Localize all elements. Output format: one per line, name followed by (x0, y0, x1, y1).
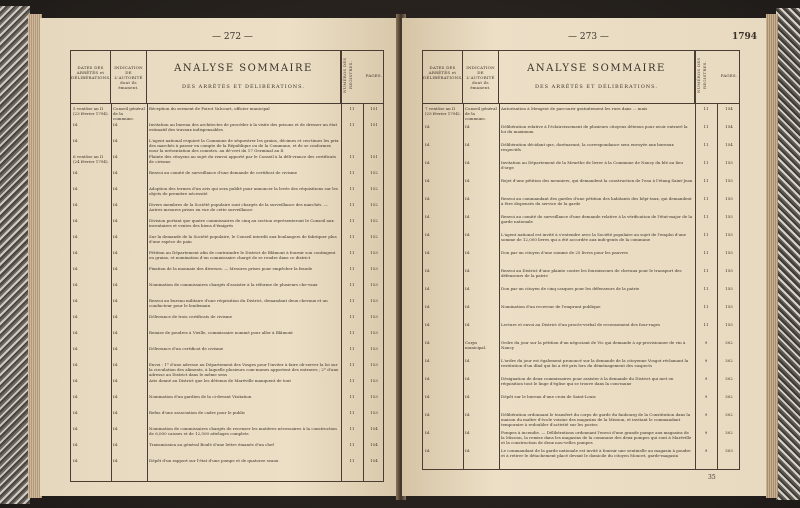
row-page-number: 154 (370, 426, 378, 431)
right-register-table (422, 50, 740, 470)
header-subtitle: DES ARRÊTÉS ET DÉLIBÉRATIONS. (534, 84, 659, 90)
row-authority: Id. (113, 458, 119, 463)
row-register-number: 9 (704, 430, 708, 435)
row-page-number: 153 (370, 282, 378, 287)
row-summary: Délivrance de trois certificats de civisme (149, 314, 232, 319)
row-page-number: 152 (370, 234, 378, 239)
table-row (423, 142, 739, 160)
row-authority: Id. (113, 266, 119, 271)
row-page-number: 152 (370, 186, 378, 191)
row-date: Id. (73, 330, 79, 335)
row-date: Id. (425, 286, 431, 291)
row-register-number: 11 (349, 154, 355, 159)
left-marbled-cover (0, 6, 30, 504)
right-table-header (423, 51, 739, 104)
row-date: Id. (73, 202, 79, 207)
row-authority: Id. (465, 178, 471, 183)
row-authority: Id. (465, 394, 471, 399)
row-summary: Sur la demande de la Société populaire, le Conseil interdit aux boulangers de fabriquer plus d'une espèce de pain (149, 234, 337, 244)
row-summary: Transmission au général Boulé d'une lettre émanée d'un chef (149, 442, 274, 447)
row-page-number: 153 (370, 394, 378, 399)
row-page-number: 153 (370, 330, 378, 335)
header-pages: PAGES. (365, 73, 383, 78)
row-date: Id. (73, 426, 79, 431)
row-date: Id. (73, 266, 79, 271)
row-page-number: 302 (725, 394, 733, 399)
row-summary: Autorisation à Mengeot de parcourir gratuitement les rues dans ... mais (501, 106, 648, 111)
row-register-number: 11 (703, 286, 709, 291)
row-summary: Délibération décidant que, dorénavant, la correspondance sera envoyée aux bureaux respectifs (501, 142, 674, 152)
table-row (423, 430, 739, 448)
row-summary: Divers membres de la Société populaire sont chargés de la surveillance des marchés. — Autres mesures prises en vue de cette surveillance (149, 202, 328, 212)
row-register-number: 11 (703, 214, 709, 219)
row-date: Id. (425, 178, 431, 183)
table-row (423, 196, 739, 214)
row-summary: Renvoi au commandant des gardes d'une pétition des habitants des hôpi-taux, qui demandent à être dispensés du service de la garde (501, 196, 692, 206)
table-row (71, 410, 383, 426)
row-page-number: 155 (725, 286, 733, 291)
row-page-number: 303 (725, 448, 733, 453)
row-authority: Id. (113, 234, 119, 239)
row-summary: Délibération relative à l'éclaircissement de plusieurs citoyens détenus pour avoir entravé la loi du maximum (501, 124, 688, 134)
row-date: 6 ventôse an II (24 février 1794). (73, 154, 109, 164)
row-page-number: 153 (370, 266, 378, 271)
row-date: Id. (73, 346, 79, 351)
row-register-number: 11 (349, 186, 355, 191)
row-register-number: 11 (349, 458, 355, 463)
row-page-number: 153 (370, 378, 378, 383)
row-register-number: 11 (349, 122, 355, 127)
row-page-number: 152 (370, 202, 378, 207)
row-register-number: 11 (349, 234, 355, 239)
row-authority: Id. (113, 298, 119, 303)
row-summary: Renvoi au comité de surveillance d'une demande relative à la vérification de l'état-major de la garde nationale (501, 214, 693, 224)
row-summary: L'agent national est invité à s'entendre avec la Société populaire au sujet de l'emploi d'une somme de 12,000 livres qui a été accordée aux indi-gents de la commune (501, 232, 687, 242)
row-register-number: 11 (703, 322, 709, 327)
row-date: Id. (73, 394, 79, 399)
row-date: Id. (73, 250, 79, 255)
row-page-number: 153 (370, 250, 378, 255)
table-row (71, 458, 383, 474)
table-row (423, 178, 739, 196)
table-row (423, 106, 739, 124)
header-analysis (147, 51, 341, 103)
row-summary: Renvoi au bureau militaire d'une réquisition du District, demandant deux chevaux et un conducteur pour le lendemain (149, 298, 328, 308)
header-registers: NUMÉROS DES REGISTRES. (695, 51, 717, 103)
row-authority: Id. (465, 430, 471, 435)
row-page-number: 302 (725, 412, 733, 417)
row-summary: Avis donné au District que les détenus de Maréville manquent de tout (149, 378, 291, 383)
row-page-number: 155 (725, 214, 733, 219)
row-register-number: 11 (703, 304, 709, 309)
row-authority: Id. (465, 412, 471, 417)
left-register-table (70, 50, 384, 482)
table-row (71, 442, 383, 458)
table-row (71, 250, 383, 266)
row-register-number: 11 (349, 266, 355, 271)
row-page-number: 152 (370, 170, 378, 175)
row-register-number: 11 (349, 298, 355, 303)
row-register-number: 11 (349, 426, 355, 431)
row-date: Id. (425, 232, 431, 237)
row-summary: Pétition au Département afin de contraindre le District de Blâmont à fournir son contingent en grains, et nomination d'un commissaire chargé de se rendre dans ce district (149, 250, 336, 260)
row-date: Id. (73, 298, 79, 303)
row-register-number: 11 (349, 410, 355, 415)
row-page-number: 155 (725, 160, 733, 165)
row-page-number: 155 (725, 250, 733, 255)
row-date: Id. (73, 186, 79, 191)
row-authority: Id. (113, 250, 119, 255)
row-register-number: 11 (349, 170, 355, 175)
row-authority: Id. (113, 346, 119, 351)
row-date: Id. (73, 122, 79, 127)
row-page-number: 153 (370, 298, 378, 303)
header-authority: INDICATION DE L'AUTORITÉ dont ils émanent. (111, 51, 147, 103)
row-register-number: 11 (349, 250, 355, 255)
row-authority: Id. (113, 442, 119, 447)
table-row (71, 426, 383, 442)
row-summary: Renvoi au comité de surveillance d'une demande de certificat de civisme (149, 170, 297, 175)
row-summary: Dépôt d'un rapport sur l'état d'une pompe et de quatorze seaux (149, 458, 279, 463)
header-title: ANALYSE SOMMAIRE (527, 63, 666, 74)
table-row (71, 186, 383, 202)
row-register-number: 11 (349, 106, 355, 111)
row-summary: Nomination d'un gardien de la ci-devant Visitation (149, 394, 252, 399)
table-row (423, 160, 739, 178)
row-date: Id. (425, 322, 431, 327)
row-register-number: 11 (349, 314, 355, 319)
table-row (71, 138, 383, 154)
right-page-edges (766, 14, 778, 498)
row-authority: Id. (113, 426, 119, 431)
table-row (423, 232, 739, 250)
row-date: Id. (73, 234, 79, 239)
table-row (71, 170, 383, 186)
row-summary: Invitation au bureau des architectes de procéder à la visite des prisons et de dresser un état estimatif des travaux indispensables (149, 122, 338, 132)
table-row (71, 202, 383, 218)
table-row (423, 394, 739, 412)
row-summary: Pompes à incendie. — Délibérations ordonnant l'envoi d'une grande pompe aux magasins de la Mission, la remise dans les magasins de la commune des deux pompes qui sont à Maréville et la construction de deux nou-velles pompes (501, 430, 692, 445)
row-authority: Id. (113, 282, 119, 287)
row-page-number: 155 (725, 178, 733, 183)
row-register-number: 11 (349, 346, 355, 351)
row-page-number: 155 (725, 268, 733, 273)
table-row (423, 124, 739, 142)
row-date: Id. (425, 448, 431, 453)
row-date: Id. (73, 442, 79, 447)
row-register-number: 9 (704, 448, 708, 453)
left-page-number: — 272 — (212, 32, 253, 42)
row-summary: L'agent national requiert la Commune de séquestrer les grains, décimes et cen-times les prix des marchés à passer en compte de la République ou de la Commune, et de se conformer, pour la présentation des comptes, au dé-cret du 17 Germinal an II (149, 138, 339, 152)
row-summary: Délivrance d'un certificat de civisme (149, 346, 224, 351)
row-authority: Id. (113, 330, 119, 335)
table-row (423, 286, 739, 304)
row-register-number: 11 (703, 124, 709, 129)
row-authority: Id. (113, 122, 119, 127)
row-date: Id. (425, 214, 431, 219)
row-summary: Renvoi au District d'une plainte contre les fournisseurs de chevaux pour le transport des défenseurs de la patrie (501, 268, 682, 278)
row-summary: Lecture et envoi au District d'un procès-verbal de recensement des four-rages (501, 322, 661, 327)
row-page-number: 155 (725, 304, 733, 309)
row-page-number: 153 (370, 362, 378, 367)
table-row (423, 376, 739, 394)
row-summary: Désignation de deux commissaires pour assister à la demande du District qui met en réquisition tout le linge d'église qui se trouve dans la com-mune (501, 376, 674, 386)
row-page-number: 154 (725, 106, 733, 111)
row-date: Id. (73, 170, 79, 175)
row-authority: Id. (465, 214, 471, 219)
row-authority: Id. (113, 186, 119, 191)
row-authority: Id. (113, 314, 119, 319)
row-register-number: 11 (349, 282, 355, 287)
row-page-number: 155 (725, 322, 733, 327)
table-row (423, 250, 739, 268)
row-summary: Nomination d'un receveur de l'emprunt publique (501, 304, 601, 309)
row-page-number: 153 (370, 346, 378, 351)
table-row (423, 322, 739, 340)
row-date: 5 ventôse an II (23 février 1794). (73, 106, 109, 116)
row-summary: Invitation au Département de la Meurthe de livrer à la Commune de Nancy du blé au lieu d'orge (501, 160, 683, 170)
row-authority: Id. (113, 410, 119, 415)
row-authority: Id. (113, 378, 119, 383)
row-date: Id. (425, 304, 431, 309)
row-summary: Don par un citoyen de cinq casques pour les défenseurs de la patrie (501, 286, 640, 291)
table-row (71, 394, 383, 410)
table-row (423, 340, 739, 358)
row-register-number: 9 (704, 340, 708, 345)
row-page-number: 155 (725, 196, 733, 201)
row-authority: Id. (465, 196, 471, 201)
row-authority: Conseil général de la commune. (465, 106, 497, 121)
row-summary: Nomination de commissaires chargés d'assister à la réforme de plusieurs che-vaux (149, 282, 318, 287)
row-authority: Id. (465, 358, 471, 363)
row-summary: L'ordre du jour est également prononcé sur la demande de la citoyenne Vosgot réclamant la restitution d'un dînd qui lui a été pris lors du déménagement des suspects (501, 358, 689, 368)
table-row (423, 412, 739, 430)
table-row (71, 298, 383, 314)
table-row (71, 106, 383, 122)
row-register-number: 11 (703, 178, 709, 183)
row-date: Id. (425, 358, 431, 363)
header-authority: INDICATION DE L'AUTORITÉ dont ils émanent. (463, 51, 499, 103)
row-register-number: 11 (349, 202, 355, 207)
right-page-year: 1794 (732, 32, 758, 42)
row-register-number: 11 (349, 330, 355, 335)
row-summary: Délibération ordonnant le transfert du corps de garde du faubourg de la Constitution dans la maison du maître d'école voisine des magasins de la Mission, et invitant le commandant temporaire à redoubler d'activité sur les postes (501, 412, 691, 427)
row-authority: Corps municipal. (465, 340, 487, 350)
row-register-number: 11 (703, 142, 709, 147)
table-row (423, 358, 739, 376)
header-title: ANALYSE SOMMAIRE (174, 63, 313, 74)
row-authority: Id. (465, 286, 471, 291)
table-row (71, 314, 383, 330)
row-register-number (343, 138, 361, 152)
header-dates: DATES DES ARRÊTÉS et DÉLIBÉRATIONS. (423, 51, 463, 103)
row-date: Id. (425, 340, 431, 345)
table-row (71, 234, 383, 250)
row-page-number: 154 (370, 458, 378, 463)
row-summary: Le commandant de la garde nationale est invité à fournir une sentinelle au magasin à poudre et à retirer le détachement placé devant le domicile du citoyen Moncet, garde-magasin (501, 448, 691, 458)
row-authority: Id. (465, 268, 471, 273)
row-authority: Id. (465, 376, 471, 381)
row-date: Id. (73, 378, 79, 383)
row-date: Id. (425, 124, 431, 129)
row-page-number (365, 138, 383, 152)
table-row (423, 268, 739, 286)
row-date: Id. (425, 376, 431, 381)
row-summary: Rejet d'une pétition des meuniers, qui demandent la construction de l'eau à l'étang Saint-Jean (501, 178, 693, 183)
row-register-number: 11 (703, 196, 709, 201)
row-register-number: 11 (349, 442, 355, 447)
table-row (71, 346, 383, 362)
row-page-number: 155 (725, 232, 733, 237)
row-summary: Plainte des citoyens au sujet du renvoi apporté par le Conseil à la déli-vrance des certificats de civisme (149, 154, 337, 164)
row-register-number: 11 (349, 218, 355, 223)
row-authority: Id. (465, 322, 471, 327)
row-register-number: 11 (703, 160, 709, 165)
row-summary: Refus d'une association de cadre pour le public (149, 410, 246, 415)
table-row (71, 218, 383, 234)
row-authority: Id. (113, 154, 119, 159)
header-analysis (499, 51, 695, 103)
row-date: Id. (73, 282, 79, 287)
row-authority: Id. (465, 250, 471, 255)
table-row (71, 362, 383, 378)
row-page-number: 154 (725, 124, 733, 129)
row-date: Id. (73, 218, 79, 223)
row-register-number: 9 (704, 412, 708, 417)
row-date: Id. (425, 142, 431, 147)
row-authority: Id. (113, 170, 119, 175)
row-register-number: 11 (703, 232, 709, 237)
row-register-number: 11 (349, 394, 355, 399)
row-date: Id. (425, 412, 431, 417)
table-row (71, 122, 383, 138)
row-date: 7 ventôse an II (25 février 1794). (425, 106, 461, 116)
table-row (71, 330, 383, 346)
row-authority: Id. (113, 138, 119, 143)
left-table-header (71, 51, 383, 104)
row-date: Id. (425, 268, 431, 273)
row-date: Id. (425, 196, 431, 201)
row-date: Id. (73, 362, 79, 367)
row-register-number: 9 (704, 376, 708, 381)
table-row (423, 304, 739, 322)
row-page-number: 153 (370, 410, 378, 415)
row-authority: Id. (113, 202, 119, 207)
row-authority: Id. (465, 142, 471, 147)
row-summary: Remise de poudres à Vieille, commissaire nommé pour aller à Blâmont (149, 330, 293, 335)
row-page-number: 302 (725, 358, 733, 363)
row-summary: Dépôt sur le bureau d'une croix de Saint-Louis (501, 394, 596, 399)
row-register-number: 11 (703, 250, 709, 255)
row-page-number: 153 (370, 314, 378, 319)
row-summary: Nomination de commissaires chargés de recenser les matières nécessaires à la construction de 6,000 caisses et de 12,500 attelages complets (149, 426, 337, 436)
row-authority: Id. (113, 362, 119, 367)
row-page-number: 154 (725, 142, 733, 147)
row-summary: Adoption des termes d'un avis qui sera publié pour annoncer la levée des réquisitions sur les objets de première nécessité (149, 186, 338, 196)
row-page-number: 154 (370, 442, 378, 447)
row-page-number: 302 (725, 376, 733, 381)
row-date: Id. (425, 394, 431, 399)
row-page-number: 302 (725, 340, 733, 345)
row-authority: Id. (465, 160, 471, 165)
left-page (40, 18, 398, 496)
row-summary: Division portant que quatre commissaires de cinq au section représenteront le Conseil aux inventaires et ventes des biens d'émigrés (149, 218, 334, 228)
row-authority: Id. (113, 394, 119, 399)
row-page-number: 151 (370, 154, 378, 159)
row-authority: Conseil général de la commune. (113, 106, 145, 120)
row-authority: Id. (465, 448, 471, 453)
row-summary: Don par un citoyen d'une somme de 25 livres pour les pauvres (501, 250, 628, 255)
header-registers: NUMÉROS DES REGISTRES. (341, 51, 363, 103)
row-summary: Réception du serment de Poirot Valcourt, officier municipal (149, 106, 270, 111)
row-date: Id. (73, 314, 79, 319)
row-date: Id. (73, 458, 79, 463)
row-authority: Id. (113, 218, 119, 223)
row-summary: Fixation de la monnaie des diverses. — Mesures prises pour empêcher la fraude (149, 266, 313, 271)
row-authority: Id. (465, 124, 471, 129)
row-register-number: 9 (704, 394, 708, 399)
right-page (402, 18, 766, 496)
row-page-number: 152 (370, 218, 378, 223)
table-row (423, 448, 739, 466)
signature-mark: 35 (708, 474, 716, 481)
table-row (71, 378, 383, 394)
table-row (71, 154, 383, 170)
row-register-number: 11 (703, 106, 709, 111)
row-date: Id. (73, 138, 79, 143)
row-summary: Envoi : 1° d'une adresse au Département des Vosges pour l'inviter à faire ob-server la loi sur la circulation des aliments, à laquelle plusieurs com-munes apportent des entraves ; 2° d'une adresse au District dans le même sens (149, 362, 339, 376)
row-register-number: 11 (703, 268, 709, 273)
row-date: Id. (425, 430, 431, 435)
header-dates: DATES DES ARRÊTÉS et DÉLIBÉRATIONS. (71, 51, 111, 103)
row-page-number: 302 (725, 430, 733, 435)
row-page-number: 151 (370, 122, 378, 127)
right-marbled-cover (776, 8, 800, 500)
row-summary: Ordre du jour sur la pétition d'un négociant de Vic qui demande à ap-provisionner de vin à Nancy (501, 340, 686, 350)
row-register-number: 11 (349, 378, 355, 383)
row-register-number: 9 (704, 358, 708, 363)
row-date: Id. (425, 250, 431, 255)
row-authority: Id. (465, 232, 471, 237)
row-date: Id. (425, 160, 431, 165)
header-pages: PAGES. (720, 73, 738, 78)
row-authority: Id. (465, 304, 471, 309)
row-register-number: 11 (349, 362, 355, 367)
table-row (71, 266, 383, 282)
header-subtitle: DES ARRÊTÉS ET DÉLIBÉRATIONS. (181, 84, 306, 90)
row-page-number: 151 (370, 106, 378, 111)
table-row (423, 214, 739, 232)
right-page-number: — 273 — (568, 32, 609, 42)
row-date: Id. (73, 410, 79, 415)
table-row (71, 282, 383, 298)
